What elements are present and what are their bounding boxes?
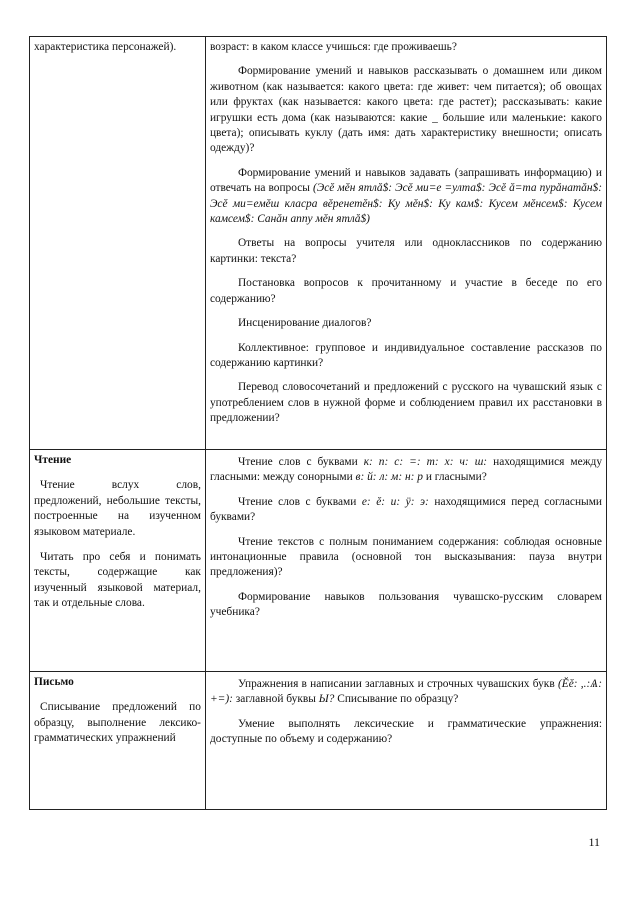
paragraph: Постановка вопросов к прочитанному и участие в беседе по его содержанию? — [209, 277, 602, 305]
table-row — [30, 37, 607, 450]
paragraph — [210, 455, 602, 486]
paragraph: Умение выполнять лексические и грамматические упражнения: доступные по объему и содержанию? — [209, 717, 602, 746]
left-cell — [30, 450, 206, 672]
paragraph — [210, 495, 602, 526]
paragraph-text: заглавной буквы — [232, 693, 319, 706]
section-title-writing: Письмо — [34, 676, 74, 688]
left-cell — [30, 37, 206, 450]
paragraph-text: и гласными? — [422, 471, 487, 484]
table-row — [30, 450, 607, 672]
paragraph: Списывание предложений по образцу, выполнение лексико-грамматических упражнений — [34, 701, 201, 745]
letters-italic: Ы? — [318, 693, 335, 706]
paragraph-text: Чтение слов с буквами — [237, 495, 362, 508]
right-cell — [205, 450, 606, 672]
paragraph-text: находящимися перед согласными буквами? — [209, 495, 602, 524]
paragraph: Коллективное: групповое и индивидуальное составление рассказов по содержанию картинки? — [209, 341, 602, 369]
right-cell — [205, 37, 606, 450]
chuvash-questions: (Эсĕ мĕн ятлă$: Эсĕ ми=е =улта$: Эсĕ ă=та пурăнатăн$: Эсĕ ми=емĕш класра вĕренетĕн$: Ку мĕн$: Ку кам$: Кусем мĕнсем$: Кусем камсем$: Санăн аппу мĕн ятлă$) — [209, 182, 602, 226]
letters-italic: к: п: с: =: т: х: ч: ш: — [363, 456, 488, 468]
paragraph-text: Списывание по образцу? — [334, 693, 459, 706]
paragraph-text: находящимися между гласными: между сонорными — [209, 456, 603, 484]
letters-italic: в: й: л: м: н: р — [355, 471, 423, 484]
paragraph: Чтение вслух слов, предложений, небольшие тексты, построенные на изученном языковом материале. — [34, 479, 201, 538]
letters-italic: е: ĕ: и: ÿ: э: — [361, 495, 429, 508]
paragraph: Ответы на вопросы учителя или одноклассников по содержанию картинки: текста? — [209, 237, 602, 265]
paragraph: Формирование навыков пользования чувашско-русским словарем учебника? — [209, 590, 602, 619]
left-cell-text: характеристика персонажей). — [34, 41, 177, 53]
paragraph: возраст: в каком классе учишься: где проживаешь? — [209, 41, 457, 53]
paragraph: Чтение текстов с полным пониманием содержания: соблюдая основные интонационные правила (основной тон высказывания: пауза внутри предложения)? — [209, 535, 602, 579]
table-row — [30, 672, 607, 810]
right-cell — [205, 672, 606, 810]
paragraph-text: Упражнения в написании заглавных и строчных чувашских букв — [237, 678, 558, 690]
paragraph-text: Формирование умений и навыков задавать (запрашивать информацию) и отвечать на вопросы — [209, 166, 602, 195]
page-number: 11 — [588, 835, 600, 849]
letters-italic: (Ĕĕ: ,.:Ѧ: +=): — [209, 678, 602, 706]
curriculum-table — [29, 36, 607, 810]
paragraph — [210, 166, 602, 228]
paragraph: Перевод словосочетаний и предложений с русского на чувашский язык с употреблением слов в нужной форме и соблюдением правил их расстановки в предложении? — [209, 381, 602, 425]
paragraph: Читать про себя и понимать тексты, содержащие как изученный языковой материал, так и отдельные слова. — [34, 551, 201, 610]
left-cell — [30, 672, 206, 810]
paragraph: Формирование умений и навыков рассказывать о домашнем или диком животном (как называется: какого цвета: где живет: чем питается); об овощах или фруктах (как называется: какого цвета: где растет); рассказывать: какие игрушки есть дома (как называются: какие _ большие или маленькие: какого цвета); описывать куклу (дать имя: дать характеристику внешности; описать одежду)? — [209, 65, 602, 155]
paragraph-text: Чтение слов с буквами — [237, 456, 364, 468]
paragraph: Инсценирование диалогов? — [237, 317, 372, 330]
section-title-reading: Чтение — [34, 454, 72, 466]
paragraph — [210, 677, 602, 708]
